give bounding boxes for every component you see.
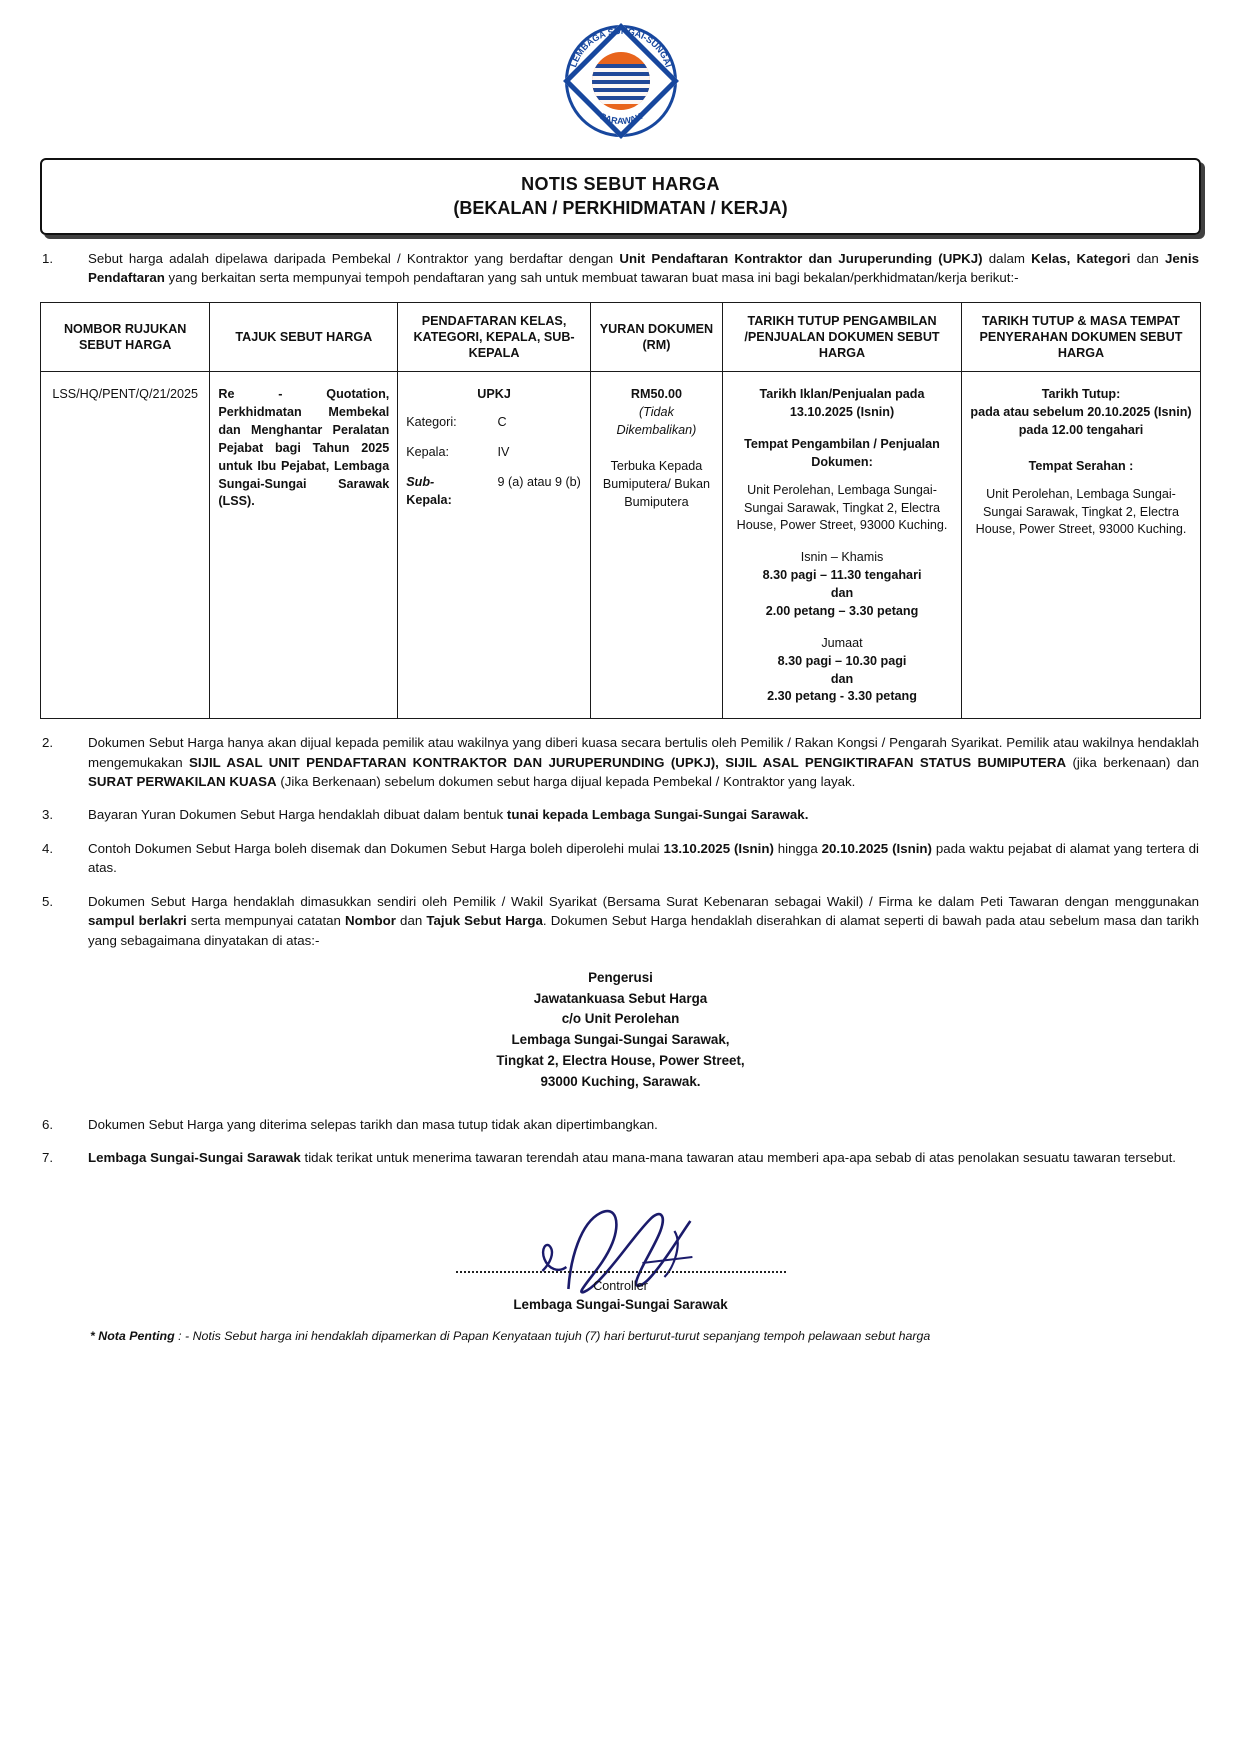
collection-hours-1a: 8.30 pagi – 11.30 tengahari: [762, 568, 922, 583]
clause-3: [42, 805, 1199, 824]
clause-text: Contoh Dokumen Sebut Harga boleh disemak dan Dokumen Sebut Harga boleh diperolehi mulai 13.10.2025 (Isnin) hingga 20.10.2025 (Isnin) pada waktu pejabat di alamat yang tertera di atas.: [88, 840, 1199, 876]
footnote-text: : - Notis Sebut harga ini hendaklah dipamerkan di Papan Kenyataan tujuh (7) hari berturut-turut sepanjang tempoh pelawaan sebut harga: [178, 1329, 931, 1344]
collection-place-address: Unit Perolehan, Lembaga Sungai-Sungai Sarawak, Tingkat 2, Electra House, Power Street, 93000 Kuching.: [736, 482, 948, 533]
document-title-box: [40, 158, 1201, 235]
page-title: NOTIS SEBUT HARGA: [521, 174, 720, 194]
header-fee: YURAN DOKUMEN (RM): [590, 302, 722, 371]
clause-number: 2.: [42, 735, 54, 751]
collection-hours-days-2: Jumaat: [821, 635, 863, 650]
clause-text: Bayaran Yuran Dokumen Sebut Harga hendaklah dibuat dalam bentuk tunai kepada Lembaga Sungai-Sungai Sarawak.: [88, 807, 809, 823]
footnote-label: * Nota Penting: [90, 1329, 175, 1344]
svg-text:LEMBAGA SUNGAI-SUNGAI: LEMBAGA SUNGAI-SUNGAI: [567, 25, 674, 69]
signature-caption: Controller: [593, 1279, 648, 1294]
collection-hours-2a: 8.30 pagi – 10.30 pagi: [777, 653, 907, 668]
header-title: TAJUK SEBUT HARGA: [210, 302, 398, 371]
clause-6: [42, 1115, 1199, 1134]
address-line: 93000 Kuching, Sarawak.: [540, 1073, 701, 1089]
kategori-value: C: [497, 415, 507, 430]
kategori-label: Kategori:: [406, 415, 457, 430]
clause-1: [42, 249, 1199, 288]
sub-kepala-label-2: Kepala:: [406, 492, 452, 507]
signature-area: [0, 1193, 1241, 1321]
address-line: c/o Unit Perolehan: [561, 1011, 680, 1027]
collection-place-label: Tempat Pengambilan / Penjualan Dokumen:: [744, 436, 940, 469]
cell-collection: [723, 372, 962, 719]
cell-registration: [398, 372, 591, 719]
header-closing: TARIKH TUTUP & MASA TEMPAT PENYERAHAN DOKUMEN SEBUT HARGA: [962, 302, 1201, 371]
clause-number: 3.: [42, 807, 54, 823]
address-line: Jawatankuasa Sebut Harga: [533, 990, 708, 1006]
fee-amount: RM50.00: [630, 387, 682, 402]
logo-container: [0, 0, 1241, 140]
page-subtitle: (BEKALAN / PERKHIDMATAN / KERJA): [453, 198, 788, 218]
clause-number: 7.: [42, 1149, 54, 1165]
fee-open-to: Terbuka Kepada Bumiputera/ Bukan Bumiputera: [602, 458, 710, 509]
cell-reference-no: LSS/HQ/PENT/Q/21/2025: [41, 372, 210, 719]
sub-kepala-label-1: Sub-: [406, 474, 435, 489]
lss-crest-icon: [562, 22, 680, 140]
clause-text: Dokumen Sebut Harga hendaklah dimasukkan sendiri oleh Pemilik / Wakil Syarikat (Bersama Surat Kebenaran sebagai Wakil) / Firma ke dalam Peti Tawaran dengan menggunakan sampul berlakri serta mempunyai catatan Nombor dan Tajuk Sebut Harga. Dokumen Sebut Harga hendaklah diserahkan di alamat seperti di bawah pada atau sebelum masa dan tarikh yang sebagaimana dinyatakan di atas:-: [88, 893, 1200, 948]
clause-text: Lembaga Sungai-Sungai Sarawak tidak terikat untuk menerima tawaran terendah atau mana-mana tawaran atau memberi apa-apa sebab di atas penolakan sesuatu tawaran tersebut.: [88, 1149, 1176, 1165]
quotation-table: [40, 302, 1201, 719]
signature-organisation: Lembaga Sungai-Sungai Sarawak: [513, 1297, 728, 1313]
clause-text: Dokumen Sebut Harga hanya akan dijual kepada pemilik atau wakilnya yang diberi kuasa secara bertulis oleh Pemilik / Rakan Kongsi / Pengarah Syarikat. Pemilik atau wakilnya hendaklah mengemukakan SIJIL ASAL UNIT PENDAFTARAN KONTRAKTOR DAN JURUPERUNDING (UPKJ), SIJIL ASAL PENGIKTIRAFAN STATUS BUMIPUTERA (jika berkenaan) dan SURAT PERWAKILAN KUASA (Jika Berkenaan) sebelum dokumen sebut harga dijual kepada Pembekal / Kontraktor yang layak.: [88, 735, 1200, 790]
cell-closing: [962, 372, 1201, 719]
collection-hours-and-2: dan: [830, 671, 854, 686]
registration-scheme: UPKJ: [477, 387, 511, 402]
sub-kepala-value: 9 (a) atau 9 (b): [497, 474, 581, 489]
table-header-row: [41, 302, 1201, 371]
registration-kategori: [406, 414, 582, 432]
clause-5: [42, 892, 1199, 950]
clause-number: 4.: [42, 840, 54, 856]
crest-arc-text: [562, 22, 680, 140]
clause-4: [42, 839, 1199, 878]
address-line: Tingkat 2, Electra House, Power Street,: [496, 1052, 745, 1068]
clause-number: 1.: [42, 251, 54, 266]
submit-address: Unit Perolehan, Lembaga Sungai-Sungai Sarawak, Tingkat 2, Electra House, Power Street, 93000 Kuching.: [975, 486, 1187, 537]
clause-7: [42, 1148, 1199, 1167]
header-reference-no: NOMBOR RUJUKAN SEBUT HARGA: [41, 302, 210, 371]
kepala-label: Kepala:: [406, 444, 449, 459]
kepala-value: IV: [497, 444, 510, 459]
collection-ad-line: Tarikh Iklan/Penjualan pada 13.10.2025 (Isnin): [759, 387, 925, 420]
address-line: Pengerusi: [588, 969, 653, 985]
registration-sub-kepala: [406, 474, 582, 510]
header-registration: PENDAFTARAN KELAS, KATEGORI, KEPALA, SUB-KEPALA: [398, 302, 591, 371]
registration-kepala: [406, 444, 582, 462]
svg-text:SARAWAK: SARAWAK: [597, 110, 644, 127]
signature-line: [456, 1271, 786, 1273]
cell-fee: [590, 372, 722, 719]
clause-number: 5.: [42, 893, 54, 909]
closing-value: pada atau sebelum 20.10.2025 (Isnin) pada 12.00 tengahari: [970, 405, 1192, 437]
address-line: Lembaga Sungai-Sungai Sarawak,: [511, 1032, 730, 1048]
collection-hours-1b: 2.00 petang – 3.30 petang: [765, 603, 919, 618]
submission-address-block: [0, 968, 1241, 1093]
clause-2: [42, 733, 1199, 791]
clause-text: Sebut harga adalah dipelawa daripada Pembekal / Kontraktor yang berdaftar dengan Unit Pendaftaran Kontraktor dan Juruperunding (UPKJ) dalam Kelas, Kategori dan Jenis Pendaftaran yang berkaitan serta mempunyai tempoh pendaftaran yang sah untuk membuat tawaran buat masa ini bagi bekalan/perkhidmatan/kerja berikut:-: [88, 251, 1199, 286]
collection-hours-and-1: dan: [830, 586, 854, 601]
clause-text: Dokumen Sebut Harga yang diterima selepas tarikh dan masa tutup tidak akan dipertimbangkan.: [88, 1116, 658, 1132]
cell-title: Re - Quotation, Perkhidmatan Membekal dan Menghantar Peralatan Pejabat bagi Tahun 2025 untuk Ibu Pejabat, Lembaga Sungai-Sungai Sarawak (LSS).: [210, 372, 398, 719]
collection-hours-days-1: Isnin – Khamis: [800, 550, 884, 565]
fee-note: (Tidak Dikembalikan): [616, 405, 697, 437]
collection-hours-2b: 2.30 petang - 3.30 petang: [767, 689, 917, 704]
submit-label: Tempat Serahan :: [1028, 458, 1134, 473]
table-row: [41, 372, 1201, 719]
footnote: [90, 1329, 1199, 1343]
closing-label: Tarikh Tutup:: [1041, 387, 1121, 402]
clause-number: 6.: [42, 1116, 54, 1132]
header-collection: TARIKH TUTUP PENGAMBILAN /PENJUALAN DOKUMEN SEBUT HARGA: [723, 302, 962, 371]
